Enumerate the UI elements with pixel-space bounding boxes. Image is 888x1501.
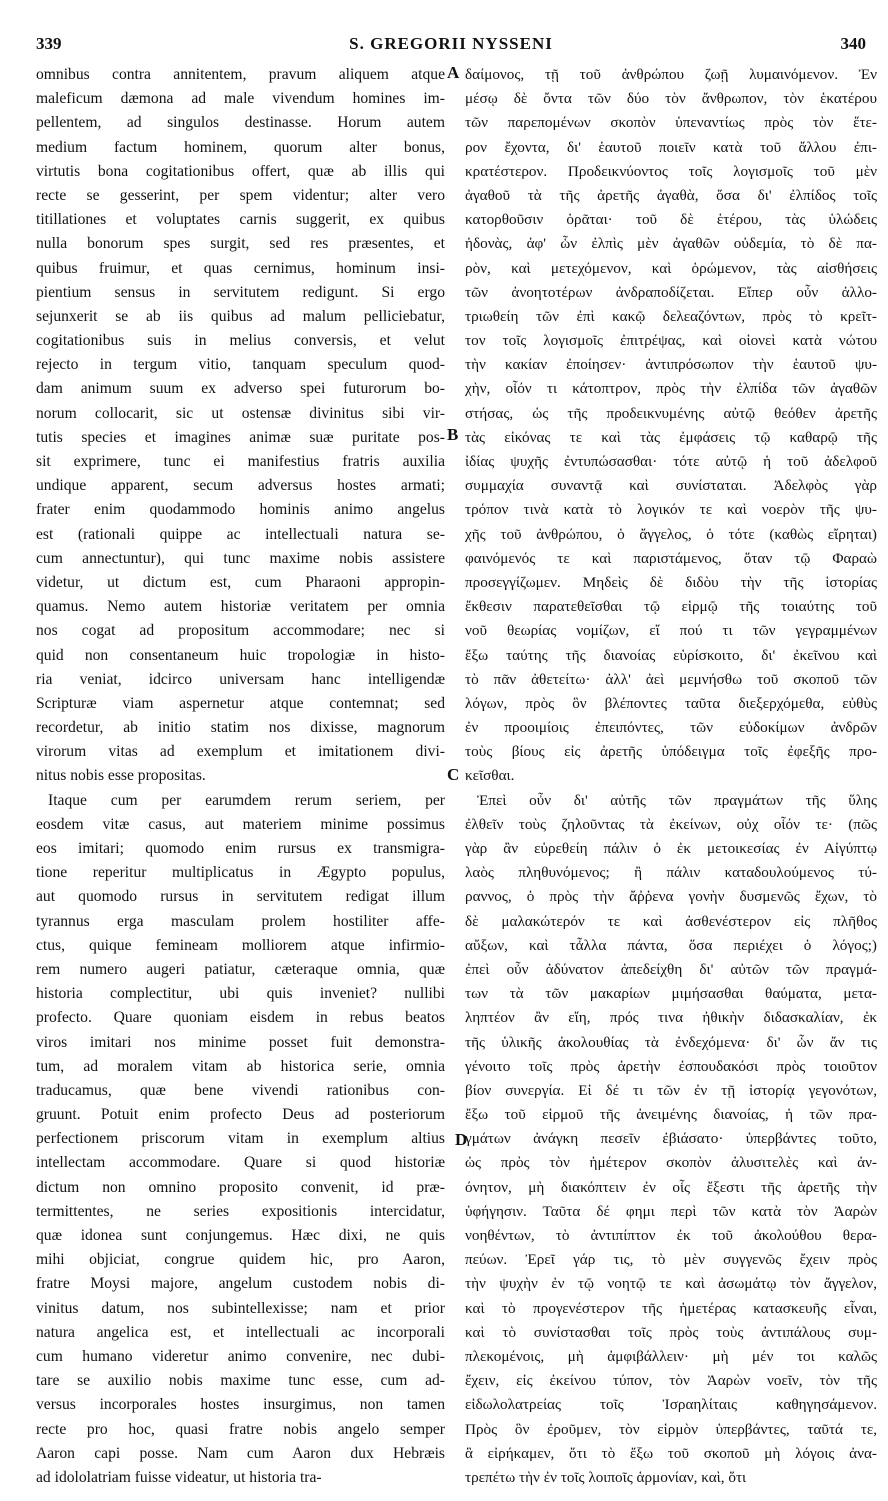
text-line: γμάτων ἀνάγκη πεσεῖν ἐβιάσατο· ὑπερβάντες τοῦτο,	[465, 1130, 877, 1148]
text-line: τοὺς βίους εἰς ἀρετῆς ὑπόδειγμα τοῖς ἐφεξῆς προ-	[465, 743, 877, 761]
text-line: intellectam accommodare. Quare si quod historiæ	[36, 1154, 445, 1172]
text-line: κατορθοῦσιν ὁρᾶται· τοῦ δὲ ἑτέρου, τὰς ὑλώδεις	[465, 211, 877, 229]
text-line: χῆς τοῦ ἀνθρώπου, ὁ ἄγγελος, ὁ τότε (καθὼς εἴρηται)	[465, 525, 877, 543]
text-line: quæ idonea sunt conjungemus. Hæc dixi, ne quis	[36, 1227, 445, 1244]
text-line: undique apparent, secum adversus hostes armati;	[36, 477, 445, 495]
text-line: cum humano videretur animo convenire, nec dubi-	[36, 1347, 445, 1365]
text-line: ἐν προοιμίοις ἐπειπόντες, τῶν εὐδοκίμων ἀνδρῶν	[465, 719, 877, 737]
text-line: sejunxerit se ab iis quibus ad malum pelliciebatur,	[36, 307, 445, 325]
text-line: Ἐπεὶ οὖν δι' αὐτῆς τῶν πραγμάτων τῆς ὕλης	[477, 791, 877, 809]
text-line: Itaque cum per earumdem rerum seriem, per	[48, 791, 445, 809]
text-line: νοηθέντων, τὸ ἀντιπίπτον ἐκ τοῦ ἀκολούθου θερα-	[465, 1227, 877, 1244]
text-line: φαινόμενός τε καὶ παριστάμενος, ὅταν τῷ Φαραὼ	[465, 549, 877, 567]
text-line: traducamus, quæ bene vivendi rationibus con-	[36, 1081, 445, 1099]
text-line: προσεγγίζωμεν. Μηδεὶς δὲ διδὸυ τὴν τῆς ἱστορίας	[465, 573, 877, 591]
text-line: recte se gesserint, per spem videntur; alter vero	[36, 186, 445, 204]
text-line: τρόπον τινὰ κατὰ τὸ λογικόν τε καὶ νοερὸν τῆς ψυ-	[465, 501, 877, 519]
text-line: recte pro hoc, quasi fratre nobis angelo semper	[36, 1420, 445, 1438]
text-line: μέσῳ δὲ ὄντα τῶν δύο τὸν ἄνθρωπον, τὸν ἑκατέρου	[465, 90, 877, 108]
text-line: εἰδωλολατρείας τοῖς Ἰσραηλίταις καθηγησάμενον.	[465, 1396, 877, 1414]
text-line: rem numero augeri patiatur, cæteraque omnia, quæ	[36, 960, 445, 978]
text-line: δὲ μαλακώτερόν τε καὶ ἀσθενέστερον εἰς πλῆθος	[465, 912, 877, 930]
text-line: ραννος, ὁ πρὸς τὴν ἄῤῥενα γονὴν δυσμενῶς ἔχων, τὸ	[465, 888, 877, 906]
text-line: nulla bonorum spes surgit, sed res præsentes, et	[36, 235, 445, 253]
text-line: eosdem vitæ casus, aut materiem minime possimus	[36, 815, 445, 833]
text-line: ad idololatriam fuisse videatur, ut historia tra-	[36, 1468, 322, 1486]
text-line: τῶν παρεπομένων σκοπὸν ὑπεναντίως πρὸς τὸν ἕτε-	[465, 114, 877, 132]
text-line: ἔχειν, εἰς ἐκείνου τύπον, τὸν Ἀαρὼν νοεῖν, τὸν τῆς	[465, 1372, 877, 1390]
text-line: ρον ἔχοντα, δι' ἑαυτοῦ ποιεῖν κατὰ τοῦ ἄλλου ἐπι-	[465, 138, 877, 156]
text-line: frater enim quodammodo hominis animo angelus	[36, 501, 445, 519]
text-line: quid non consentaneum huic tropologiæ in histo-	[36, 646, 445, 664]
text-line: αὔξων, καὶ τἆλλα πάντα, ὅσα περιέχει ὁ λόγος;)	[465, 936, 877, 954]
text-line: ἡδονὰς, ἀφ' ὧν ἐλπὶς μὲν ἀγαθῶν οὐδεμία, τὸ δὲ πα-	[465, 235, 877, 253]
text-line: virorum vitas ad exemplum et imitationem divi-	[36, 743, 445, 761]
text-line: τὸ πᾶν ἀθετείτω· ἀλλ' ἀεὶ μεμνήσθω τοῦ σκοποῦ τῶν	[465, 670, 877, 688]
text-line: τῶν ἀνοητοτέρων ἀνδραποδίζεται. Εἴπερ οὖν ἀλλο-	[465, 283, 877, 301]
text-line: sit exprimere, tunc ei manifestius fratris auxilia	[36, 453, 445, 470]
text-line: ἐλθεῖν τοὺς ζηλοῦντας τὰ ἐκείνων, οὐχ οἷόν τε· (πῶς	[465, 815, 877, 833]
margin-marker-c: C	[447, 765, 460, 784]
text-line: τριωθείη τῶν ἐπὶ κακῷ δελεαζόντων, πρὸς τὸ κρεῖτ-	[465, 307, 877, 325]
text-line: γὰρ ἂν εὑρεθείη πάλιν ὁ ἐκ μετοικεσίας ἐν Αἰγύπτῳ	[465, 840, 877, 857]
text-line: τῆς ὑλικῆς ἀκολουθίας τὰ ἐνδεχόμενα· δι' ὧν ἄν τις	[465, 1033, 877, 1051]
margin-marker-d: D	[455, 1130, 468, 1149]
text-line: ἰδίας ψυχῆς ἐντυπώσασθαι· τότε αὐτῷ ἡ τοῦ ἀδελφοῦ	[465, 453, 877, 470]
text-line: aut quomodo rursus in servitutem redigat illum	[36, 888, 445, 906]
text-line: dictum non omnino proposito convenit, id præ-	[36, 1178, 445, 1196]
text-line: τὴν κακίαν ἐποίησεν· ἀντιπρόσωπον τὴν ἑαυτοῦ ψυ-	[465, 356, 877, 374]
text-line: vinitus datum, nos subintellexisse; nam et prior	[36, 1299, 445, 1317]
text-line: fratre Moysi majore, angelum custodem nobis di-	[36, 1275, 445, 1293]
text-line: γένοιτο τοῖς πρὸς ἀρετὴν ἐσπουδακόσι πρὸς τοιοῦτον	[465, 1057, 877, 1075]
text-line: titillationes et voluptates carnis suggerit, ex quibus	[36, 211, 445, 229]
text-line: videtur, ut dictum est, cum Pharaoni appropin-	[36, 573, 445, 591]
text-line: Aaron capi posse. Nam cum Aaron dux Hebræis	[36, 1444, 445, 1462]
text-line: viros imitari nos minime posset fuit demonstra-	[36, 1033, 445, 1051]
running-header	[36, 34, 866, 58]
text-line: dam animum suum ex adverso spei futurorum bo-	[36, 380, 445, 398]
text-line: τρεπέτω τὴν ἐν τοῖς λοιποῖς ἁρμονίαν, καὶ, ὅτι	[465, 1468, 747, 1486]
text-line: mihi objiciat, congrue quidem hic, pro Aaron,	[36, 1251, 445, 1269]
text-line: natura angelica est, et intellectuali ac incorporali	[36, 1323, 445, 1341]
text-line: ἔκθεσιν παρατεθεῖσθαι τῷ εἱρμῷ τῆς τοιαύτης τοῦ	[465, 598, 877, 616]
text-line: ὑφήγησιν. Ταῦτα δέ φημι περὶ τῶν κατὰ τὸν Ἀαρὼν	[465, 1202, 877, 1220]
text-line: virtutis bona cogitationibus offert, quæ ab illis qui	[36, 162, 445, 180]
text-line: όνητον, μὴ διακόπτειν ἐν οἷς ἔξεστι τῆς ἀρετῆς τὴν	[465, 1178, 877, 1196]
text-line: ria veniat, idcirco universam hanc intelligendæ	[36, 670, 445, 688]
text-line: tyrannus erga masculam prolem hostiliter affe-	[36, 912, 445, 930]
text-line: των τὰ τῶν μακαρίων μιμήσασθαι θαύματα, μετα-	[465, 985, 877, 1003]
text-line: maleficum dæmona ad male vivendum homines im-	[36, 90, 445, 108]
text-line: κρατέστερον. Προδεικνύοντος τοῖς λογισμοῖς τοῦ μὲν	[465, 162, 877, 180]
text-line: βίον συνεργία. Εἰ δέ τι τῶν ἐν τῇ ἱστορίᾳ γεγονότων,	[465, 1081, 877, 1099]
text-line: ἃ εἰρήκαμεν, ὅτι τὸ ἔξω τοῦ σκοποῦ μὴ λόγοις ἀνα-	[465, 1444, 877, 1462]
text-line: profecto. Quare quoniam eisdem in rebus beatos	[36, 1009, 445, 1027]
text-line: eos imitari; quomodo enim rursus ex transmigra-	[36, 840, 445, 857]
text-line: pellentem, ad singulos destinasse. Horum autem	[36, 114, 445, 132]
text-line: ctus, quique femineam molliorem atque infirmio-	[36, 936, 445, 954]
text-line: ἀγαθοῦ τὰ τῆς ἀρετῆς ἀγαθὰ, ὅσα δι' ἐλπίδος τοῖς	[465, 186, 877, 204]
text-line: καὶ τὸ προγενέστερον τῆς ἡμετέρας κατασκευῆς εἶναι,	[465, 1299, 877, 1317]
page-number-left: 339	[36, 34, 62, 53]
margin-marker-a: A	[447, 63, 460, 82]
text-line: ἔξω τοῦ εἱρμοῦ τῆς ἀνειμένης διανοίας, ἡ τῶν πρα-	[465, 1106, 877, 1124]
text-line: χὴν, οἷόν τι κάτοπτρον, πρὸς τὴν ἐλπίδα τῶν ἀγαθῶν	[465, 380, 877, 398]
margin-marker-b: B	[447, 425, 459, 444]
text-line: νοῦ θεωρίας νομίζων, εἴ πού τι τῶν γεγραμμένων	[465, 622, 877, 640]
text-line: norum collocarit, sic ut ostensæ divinitus sibi vir-	[36, 404, 445, 422]
text-line: ἐπεὶ οὖν ἀδύνατον ἀπεδείχθη δι' αὐτῶν τῶν πραγμά-	[465, 960, 877, 978]
text-line: tare se auxilio nobis maxime tunc esse, cum ad-	[36, 1372, 445, 1390]
text-line: Πρὸς ὃν ἐροῦμεν, τὸν εἱρμὸν ὑπερβάντες, ταῦτά τε,	[465, 1420, 877, 1438]
text-line: Scripturæ viam aspernetur atque contemnat; sed	[36, 694, 445, 712]
page-number-right: 340	[840, 34, 866, 53]
text-line: πεύων. Ἐρεῖ γάρ τις, τὸ μὲν συγγενῶς ἔχειν πρὸς	[465, 1251, 877, 1269]
text-line: τὰς εἰκόνας τε καὶ τὰς ἐμφάσεις τῷ καθαρῷ τῆς	[465, 428, 877, 446]
text-line: λαὸς πληθυνόμενος; ἢ πάλιν καταδουλούμενος τύ-	[465, 864, 877, 882]
text-line: recordetur, ab initio statim nos dixisse, magnorum	[36, 719, 445, 737]
latin-column	[36, 63, 445, 1490]
text-line: καὶ τὸ συνίστασθαι τοῖς πρὸς τοὺς ἀντιπάλους συμ-	[465, 1323, 877, 1341]
text-line: ὡς πρὸς τὸν ἡμέτερον σκοπὸν ἀλυσιτελὲς καὶ ἀν-	[465, 1154, 877, 1172]
greek-column	[465, 63, 877, 1490]
text-line: pientium sensus in servitutem redigunt. Si ergo	[36, 283, 445, 301]
text-line: τον τοῖς λογισμοῖς ἐπιτρέψας, καὶ οἱονεὶ κατὰ νώτου	[465, 332, 877, 350]
text-line: quibus fruimur, et quas cernimus, hominum insi-	[36, 259, 445, 277]
text-line: tutis species et imagines animæ suæ puritate pos-	[36, 428, 445, 446]
text-line: ἔξω ταύτης τῆς διανοίας εὑρίσκοιτο, δι' ἐκεῖνου καὶ	[465, 646, 877, 664]
text-line: τὴν ψυχὴν ἐν τῷ νοητῷ τε καὶ ἀσωμάτῳ τὸν ἄγγελον,	[465, 1275, 877, 1293]
text-line: termittentes, ne series expositionis intercidatur,	[36, 1202, 445, 1220]
text-line: κεῖσθαι.	[465, 767, 515, 785]
text-line: est (rationali quippe ac intellectuali natura se-	[36, 525, 445, 543]
text-line: gruunt. Potuit enim profecto Deus ad posteriorum	[36, 1106, 445, 1124]
text-line: λόγων, πρὸς ὃν βλέποντες ταῦτα διεξερχόμεθα, εὐθὺς	[465, 694, 877, 712]
text-line: omnibus contra annitentem, pravum aliquem atque	[36, 66, 445, 83]
text-line: nos cogat ad propositum accommodare; nec si	[36, 622, 445, 640]
text-line: tione reperitur multiplicatus in Ægypto populus,	[36, 864, 445, 882]
text-line: tum, ad moralem vitam ab historica serie, omnia	[36, 1057, 445, 1075]
text-line: στήσας, ὡς τῆς προδεικνυμένης αὐτῷ θεόθεν ἀρετῆς	[465, 404, 877, 422]
running-title: S. GREGORII NYSSENI	[349, 34, 553, 53]
text-line: ληπτέον ἂν εἴη, πρός τινα ἠθικὴν διδασκαλίαν, ἐκ	[465, 1009, 877, 1027]
text-line: medium factum hominem, quorum alter bonus,	[36, 138, 445, 156]
text-line: nitus nobis esse propositas.	[36, 767, 206, 785]
text-line: ρὸν, καὶ μετεχόμενον, καὶ ὁρώμενον, τὰς αἰσθήσεις	[465, 259, 877, 277]
text-line: rejecto in tergum vitio, tanquam speculum quod-	[36, 356, 445, 374]
text-line: quamus. Nemo autem historiæ veritatem per omnia	[36, 598, 445, 616]
text-line: versus incorporales hostes insurgimus, non tamen	[36, 1396, 445, 1414]
text-line: πλεκομένοις, μὴ ἀμφιβάλλειν· μὴ μέν τοι καλῶς	[465, 1347, 877, 1365]
text-line: historia complectitur, ubi quis inveniet? nullibi	[36, 985, 445, 1003]
text-line: cum annectuntur), qui tunc maxime nobis assistere	[36, 549, 445, 567]
text-line: συμμαχία συναντᾷ καὶ συνίσταται. Ἀδελφὸς γὰρ	[465, 477, 877, 495]
text-line: δαίμονος, τῇ τοῦ ἀνθρώπου ζωῇ λυμαινόμενον. Ἐν	[465, 66, 877, 83]
text-line: perfectionem priscorum vitam in exemplum altius	[36, 1130, 445, 1148]
text-line: cogitationibus suis in melius conversis, et velut	[36, 332, 445, 350]
